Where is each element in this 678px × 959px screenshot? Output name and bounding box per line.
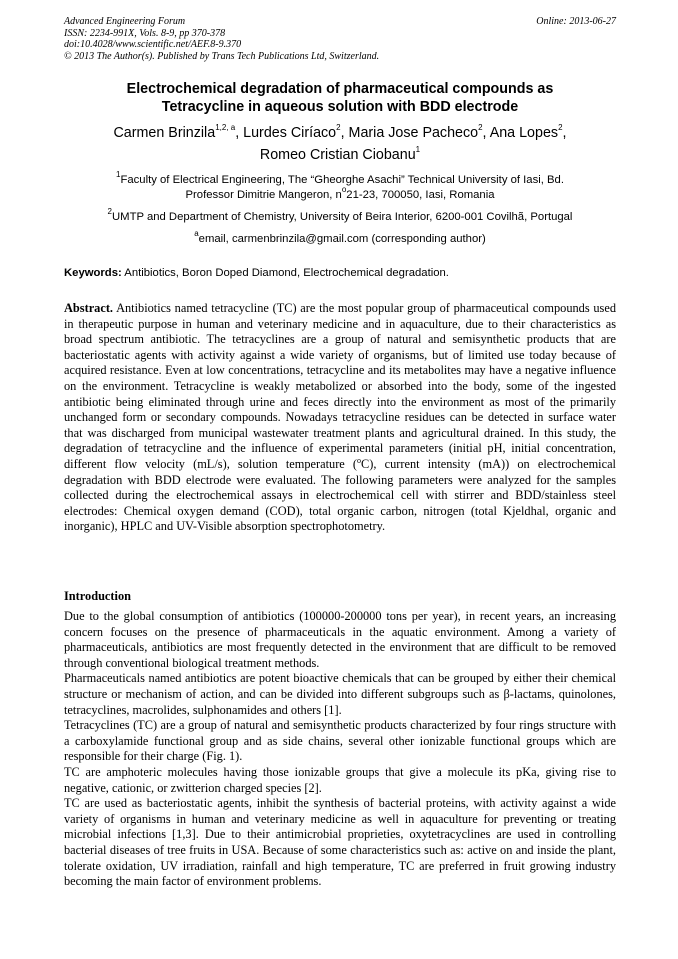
keywords xyxy=(64,266,616,281)
author-affiliation-mark: 1,2, a xyxy=(215,123,236,133)
author-name: Lurdes Ciríaco xyxy=(243,125,337,141)
keywords-text: Antibiotics, Boron Doped Diamond, Electrochemical degradation. xyxy=(121,267,449,279)
abstract-label: Abstract. xyxy=(64,301,114,315)
authors-line-2 xyxy=(64,144,616,166)
issn-line: ISSN: 2234-991X, Vols. 8-9, pp 370-378 xyxy=(64,27,226,39)
author-affiliation-mark: 2 xyxy=(558,123,563,133)
affiliation-mark: 1 xyxy=(116,170,121,180)
author-name: Ana Lopes xyxy=(489,125,559,141)
authors-line-1: Carmen Brinzila$^{1,2, a}$, Lurdes Ciríaco$^2$, Maria Jose Pacheco$^2$, Ana Lopes$^2$, xyxy=(113,123,567,141)
paragraph: TC are amphoteric molecules having those ionizable groups that give a molecule its pKa, giving rise to negative, cationic, or zwitterion charged species [2]. xyxy=(64,764,616,795)
title-line-1: Electrochemical degradation of pharmaceutical compounds as xyxy=(126,81,554,97)
author-name: Romeo Cristian Ciobanu xyxy=(259,147,416,163)
author-name: Carmen Brinzila xyxy=(113,125,216,141)
author-list xyxy=(64,122,616,166)
email-mark: a xyxy=(194,229,199,239)
introduction-body xyxy=(64,609,616,890)
corresponding-email xyxy=(64,229,616,247)
affiliation-text: 21-23, 700050, Iasi, Romania xyxy=(346,189,495,201)
paragraph: Due to the global consumption of antibiotics (100000-200000 tons per year), in recent years, an increasing concern focuses on the presence of pharmaceuticals in the aquatic environment. Among a variety of pharmaceuticals, antibiotics are most frequently detected in the environment that are difficult to be removed through conventional biological treatment methods. xyxy=(64,609,616,670)
abstract xyxy=(64,301,616,535)
copyright-line: © 2013 The Author(s). Published by Trans Tech Publications Ltd, Switzerland. xyxy=(64,50,380,62)
number-sign-superscript: o xyxy=(341,185,347,195)
degree-superscript: o xyxy=(357,455,362,465)
email-text: email, carmenbrinzila@gmail.com (corresponding author) xyxy=(198,233,486,245)
paragraph: TC are used as bacteriostatic agents, inhibit the synthesis of bacterial proteins, with activity against a wide variety of organisms in human and veterinary medicine as well in aquaculture for preventing or treating microbial infections [1,3]. Due to their antimicrobial proprieties, oxytetracyclines are used in controlling bacterial diseases of tree fruits in USA. Because of some characteristics such as: active on and inside the plant, tolerate oxidation, UV irradiation, rainfall and high temperature, TC are preferred in fruit growing industry becoming the main factor of environment problems. xyxy=(64,796,616,889)
affiliation-2 xyxy=(64,207,616,225)
author-affiliation-mark: 1 xyxy=(415,145,421,155)
author-affiliation-mark: 2 xyxy=(336,123,341,133)
paragraph: Pharmaceuticals named antibiotics are potent bioactive chemicals that can be grouped by either their chemical structure or mechanism of action, and can be divided into different subgroups such as β-lactams, quinolones, tetracyclines, macrolides, sulphonamides and others [1]. xyxy=(64,671,616,717)
running-header xyxy=(64,16,616,62)
paragraph: Tetracyclines (TC) are a group of natural and semisynthetic products characterized by four rings structure with a carboxylamide functional group and as side chains, several other ionizable functional groups which are responsible for their charge (Fig. 1). xyxy=(64,718,616,764)
paper-title xyxy=(64,80,616,116)
abstract-text: C), current intensity (mA)) on electrochemical degradation with BDD electrode were evaluated. The following parameters were analyzed for the samples collected during the electrochemical assays in electrochemical cell with stirrer and BDD/stainless steel electrodes: Chemical oxygen demand (COD), total organic carbon, nitrogen (total Kjeldhal, organic and inorganic), HPLC and UV-Visible absorption spectrophotometry. xyxy=(64,456,616,534)
affiliation-mark: 2 xyxy=(107,207,112,217)
affiliation-1 xyxy=(64,170,616,203)
author-name: Maria Jose Pacheco xyxy=(348,125,479,141)
affiliation-text: Faculty of Electrical Engineering, The “Gheorghe Asachi” Technical University of Iasi, Bd. xyxy=(120,174,564,186)
title-line-2: Tetracycline in aqueous solution with BDD electrode xyxy=(161,99,519,115)
abstract-text: Antibiotics named tetracycline (TC) are the most popular group of pharmaceutical compounds used in therapeutic purpose in human and veterinary medicine and in aquaculture, due to their characteristics as broad spectrum antibiotic. The tetracyclines are a group of natural and semisynthetic products that are bacteriostatic agents with activity against a wide variety of organisms, but of limited use today because of acquired resistance. Even at low concentrations, tetracycline and its metabolites may have a negative influence on the environment. Tetracycline is weakly metabolized or absorbed into the body, some of the ingested antibiotic being eliminated through urine and feces directly into the environment as most of the primarily unchanged form or secondary compounds. Nowadays tetracycline residues can be detected in surface water that was discharged from municipal wastewater treatment plants and agricultural drained. In this study, the degradation of tetracycline and the influence of experimental parameters (initial pH, initial concentration, different flow velocity (mL/s), solution temperature ( xyxy=(64,301,616,471)
journal-name: Advanced Engineering Forum xyxy=(64,16,186,27)
author-affiliation-mark: 2 xyxy=(478,123,483,133)
keywords-label: Keywords: xyxy=(64,267,122,279)
affiliation-text: UMTP and Department of Chemistry, University of Beira Interior, 6200-001 Covilhã, Portugal xyxy=(112,211,573,223)
affiliation-text: Professor Dimitrie Mangeron, n xyxy=(185,189,342,201)
doi-line: doi:10.4028/www.scientific.net/AEF.8-9.370 xyxy=(64,39,242,50)
online-date: Online: 2013-06-27 xyxy=(536,16,616,27)
section-heading-introduction: Introduction xyxy=(64,589,131,603)
